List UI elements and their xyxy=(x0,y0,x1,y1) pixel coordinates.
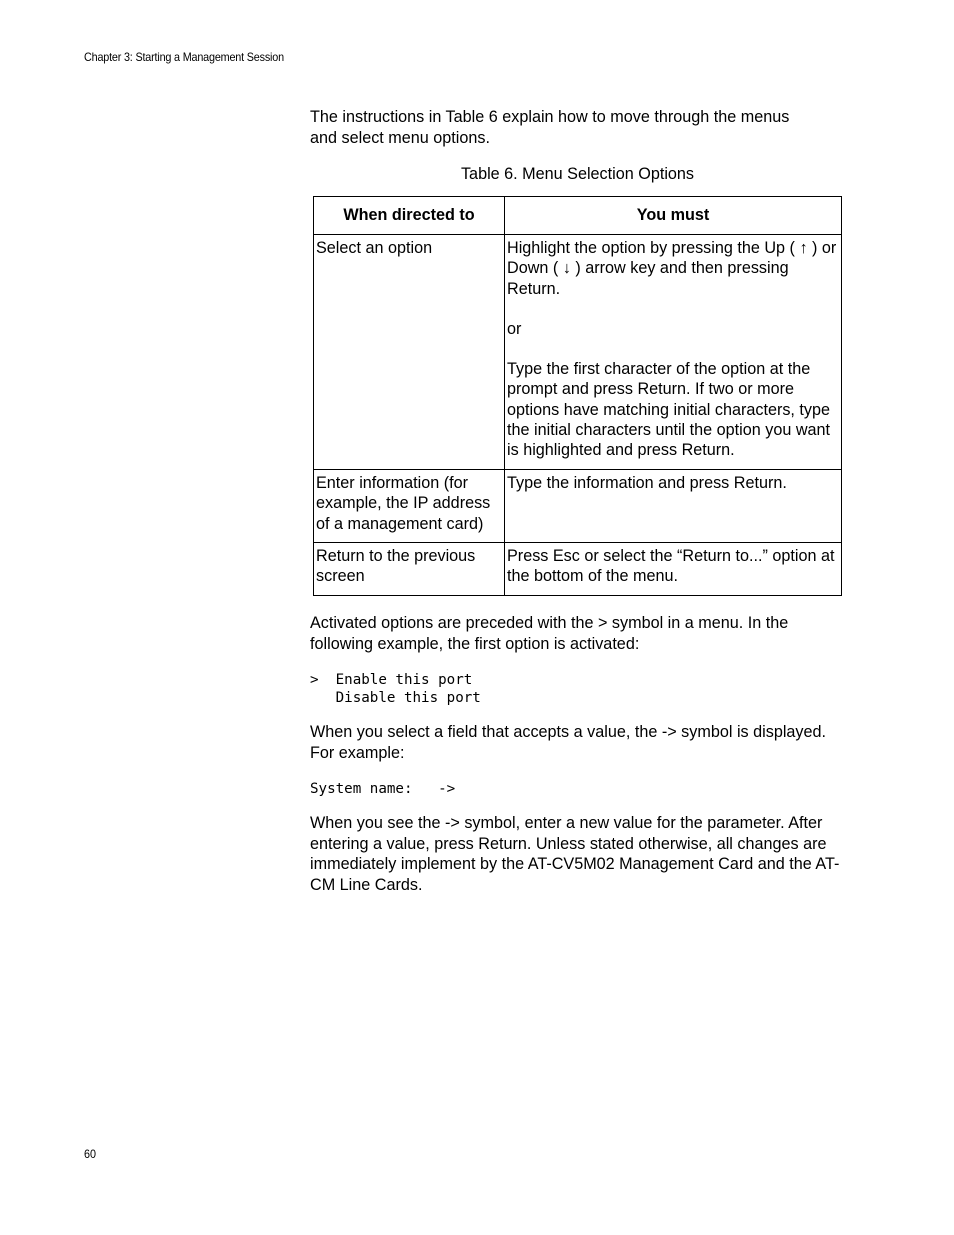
activated-code-example xyxy=(310,671,845,707)
intro-line-2: and select menu options. xyxy=(310,128,490,147)
code-line: > Enable this port xyxy=(310,672,473,688)
table-caption: Table 6. Menu Selection Options xyxy=(460,165,695,183)
cell-text: Select an option xyxy=(316,239,433,257)
table-cell-must xyxy=(505,235,842,470)
cell-text: Enter information (for example, the IP address of a management card) xyxy=(316,474,491,533)
cell-text: Return to the previous screen xyxy=(316,547,476,586)
table-cell-when xyxy=(314,470,505,543)
intro-paragraph xyxy=(310,107,845,148)
paragraph-gap xyxy=(507,339,841,359)
code-line: System name: -> xyxy=(310,781,456,797)
table-header-row xyxy=(314,197,842,235)
column-header-must: You must xyxy=(505,197,842,235)
page-number: 60 xyxy=(84,1147,97,1161)
activated-paragraph: Activated options are preceded with the > symbol in a menu. In the following example, the first option is activated: xyxy=(310,614,789,653)
table-cell-when xyxy=(314,235,505,470)
closing-paragraph: When you see the -> symbol, enter a new value for the parameter. After entering a value, press Return. Unless stated otherwise, all changes are immediately implement by the AT-CV5M02 Management Card and the AT-CM Line Cards. xyxy=(310,814,840,894)
paragraph-gap xyxy=(507,299,841,319)
table-cell-when xyxy=(314,543,505,596)
table-row xyxy=(314,543,842,596)
intro-line-1: The instructions in Table 6 explain how to move through the menus xyxy=(310,108,790,126)
cell-text: Press Esc or select the “Return to...” option at the bottom of the menu. xyxy=(507,547,835,586)
table-row xyxy=(314,235,842,470)
table-cell-must xyxy=(505,543,842,596)
field-code-example xyxy=(310,780,845,798)
column-header-when: When directed to xyxy=(314,197,505,235)
table-cell-must xyxy=(505,470,842,543)
cell-text: Type the first character of the option at the prompt and press Return. If two or more options have matching initial characters, type the initial characters until the option you want is highlighted and press Return. xyxy=(507,360,831,460)
table-row xyxy=(314,470,842,543)
code-line: Disable this port xyxy=(310,690,481,706)
cell-text: Highlight the option by pressing the Up ( ↑ ) or Down ( ↓ ) arrow key and then pressing Return. xyxy=(507,239,837,298)
cell-text: Type the information and press Return. xyxy=(507,474,787,492)
field-paragraph: When you select a field that accepts a value, the -> symbol is displayed. For example: xyxy=(310,723,827,762)
cell-text: or xyxy=(507,319,522,338)
running-head: Chapter 3: Starting a Management Session xyxy=(84,50,284,64)
menu-selection-table xyxy=(313,196,842,596)
